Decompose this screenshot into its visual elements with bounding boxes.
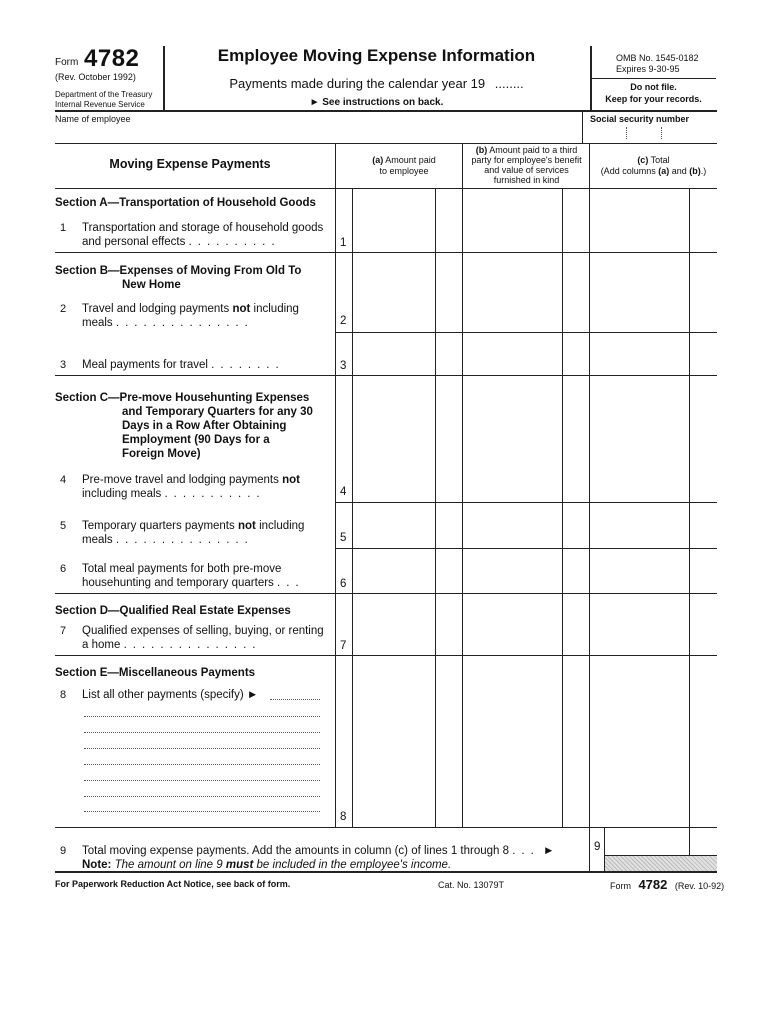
line-4-text: Pre-move travel and lodging payments not including meals ...........	[82, 474, 300, 500]
do-not-file: Do not file.	[630, 82, 677, 92]
line-8-specify-field[interactable]	[84, 780, 320, 781]
line-1-amount-a[interactable]	[353, 222, 434, 250]
footer-form-id: Form 4782 (Rev. 10-92)	[610, 877, 725, 892]
section-d-heading: Section D—Qualified Real Estate Expenses	[55, 605, 291, 617]
line-3-amount-a[interactable]	[353, 345, 434, 373]
form-header	[0, 0, 770, 120]
section-a-heading: Section A—Transportation of Household Goods	[55, 197, 316, 209]
line-8-specify-field[interactable]	[84, 811, 320, 812]
form-label: Form	[55, 57, 79, 68]
column-a-header: (a) Amount paid to employee	[372, 155, 436, 176]
line-3-text: Meal payments for travel ........	[82, 359, 285, 371]
agency-line: Internal Revenue Service	[55, 100, 145, 109]
line-7-text: Qualified expenses of selling, buying, or renting a home ...............	[82, 625, 324, 651]
revision-date: (Rev. October 1992)	[55, 72, 136, 82]
line-8-specify-field[interactable]	[84, 716, 320, 717]
line-7-box: 7	[340, 640, 347, 652]
omb-number: OMB No. 1545-0182	[616, 53, 699, 63]
calendar-year-line: Payments made during the calendar year 19 ........	[229, 76, 524, 91]
line-1-total[interactable]	[590, 222, 688, 250]
line-8-total[interactable]	[590, 660, 688, 825]
line-3-amount-b[interactable]	[463, 345, 561, 373]
line-9-box: 9	[594, 841, 601, 853]
line-2-box: 2	[340, 315, 347, 327]
line-5-amount-a[interactable]	[353, 518, 434, 546]
see-instructions: ► See instructions on back.	[309, 97, 444, 108]
line-8-box: 8	[340, 811, 347, 823]
line-5-number: 5	[60, 520, 67, 532]
line-9-number: 9	[60, 845, 67, 857]
line-1-text: Transportation and storage of household goods and personal effects ..........	[82, 222, 324, 248]
line-7-amount-a[interactable]	[353, 625, 434, 653]
expiration-date: Expires 9-30-95	[616, 64, 680, 74]
line-8-specify-field[interactable]	[84, 796, 320, 797]
ssn-label: Social security number	[590, 114, 690, 124]
line-5-amount-b[interactable]	[463, 518, 561, 546]
line-9-total[interactable]	[605, 828, 688, 854]
section-c-heading: Section C—Pre-move Househunting Expenses and Temporary Quarters for any 30 Days in a Row After Obtaining Employment (90 Days for a Foreign Move)	[55, 392, 313, 460]
line-2-total[interactable]	[590, 302, 688, 330]
line-2-amount-b[interactable]	[463, 302, 561, 330]
line-6-amount-b[interactable]	[463, 563, 561, 591]
line-1-number: 1	[60, 222, 67, 234]
line-8-amount-b[interactable]	[463, 660, 561, 825]
line-1-amount-b[interactable]	[463, 222, 561, 250]
section-e-heading: Section E—Miscellaneous Payments	[55, 667, 256, 679]
line-7-total[interactable]	[590, 625, 688, 653]
paperwork-notice: For Paperwork Reduction Act Notice, see back of form.	[55, 879, 291, 889]
line-4-total[interactable]	[590, 472, 688, 500]
employee-name-label: Name of employee	[55, 114, 131, 124]
line-5-box: 5	[340, 532, 347, 544]
line-8-text: List all other payments (specify) ►	[82, 689, 259, 701]
form-number: 4782	[84, 45, 140, 72]
line-9-text: Total moving expense payments. Add the amounts in column (c) of lines 1 through 8 ... ► Note: The amount on line 9 must be included in the employee's income.	[82, 845, 555, 871]
payments-title: Moving Expense Payments	[109, 157, 271, 171]
line-4-amount-b[interactable]	[463, 472, 561, 500]
line-2-text: Travel and lodging payments not including meals ...............	[82, 303, 299, 329]
line-6-box: 6	[340, 578, 347, 590]
line-7-number: 7	[60, 625, 67, 637]
line-6-total[interactable]	[590, 563, 688, 591]
shaded-area	[605, 855, 717, 871]
grid-line	[689, 188, 690, 827]
grid-line	[562, 188, 563, 827]
catalog-number: Cat. No. 13079T	[438, 880, 505, 890]
ssn-field[interactable]	[590, 126, 715, 140]
column-b-header: (b) Amount paid to a third party for employee's benefit and value of services furnished in kind	[471, 145, 582, 185]
line-8-specify-field[interactable]	[84, 764, 320, 765]
line-6-number: 6	[60, 563, 67, 575]
line-8-amount-a[interactable]	[353, 660, 434, 825]
line-6-text: Total meal payments for both pre-move househunting and temporary quarters ...	[82, 563, 305, 589]
grid-line	[335, 143, 336, 827]
employee-name-field[interactable]	[55, 126, 575, 140]
line-5-text: Temporary quarters payments not including meals ...............	[82, 520, 305, 546]
line-6-amount-a[interactable]	[353, 563, 434, 591]
line-4-amount-a[interactable]	[353, 472, 434, 500]
grid-line	[435, 188, 436, 827]
column-c-header: (c) Total (Add columns (a) and (b).)	[600, 155, 707, 176]
line-4-box: 4	[340, 486, 347, 498]
line-5-total[interactable]	[590, 518, 688, 546]
line-8-number: 8	[60, 689, 67, 701]
form-title: Employee Moving Expense Information	[217, 46, 536, 65]
line-8-specify-field[interactable]	[84, 732, 320, 733]
line-8-specify-field[interactable]	[270, 699, 320, 700]
year-blank[interactable]: ........	[494, 76, 524, 91]
line-3-total[interactable]	[590, 345, 688, 373]
line-4-number: 4	[60, 474, 67, 486]
line-2-number: 2	[60, 303, 67, 315]
line-3-box: 3	[340, 360, 347, 372]
line-8-specify-field[interactable]	[84, 748, 320, 749]
line-7-amount-b[interactable]	[463, 625, 561, 653]
line-2-amount-a[interactable]	[353, 302, 434, 330]
line-3-number: 3	[60, 359, 67, 371]
line-1-box: 1	[340, 237, 347, 249]
department-line: Department of the Treasury	[55, 90, 153, 99]
section-b-heading: Section B—Expenses of Moving From Old To New Home	[55, 265, 302, 291]
keep-records: Keep for your records.	[605, 94, 702, 104]
